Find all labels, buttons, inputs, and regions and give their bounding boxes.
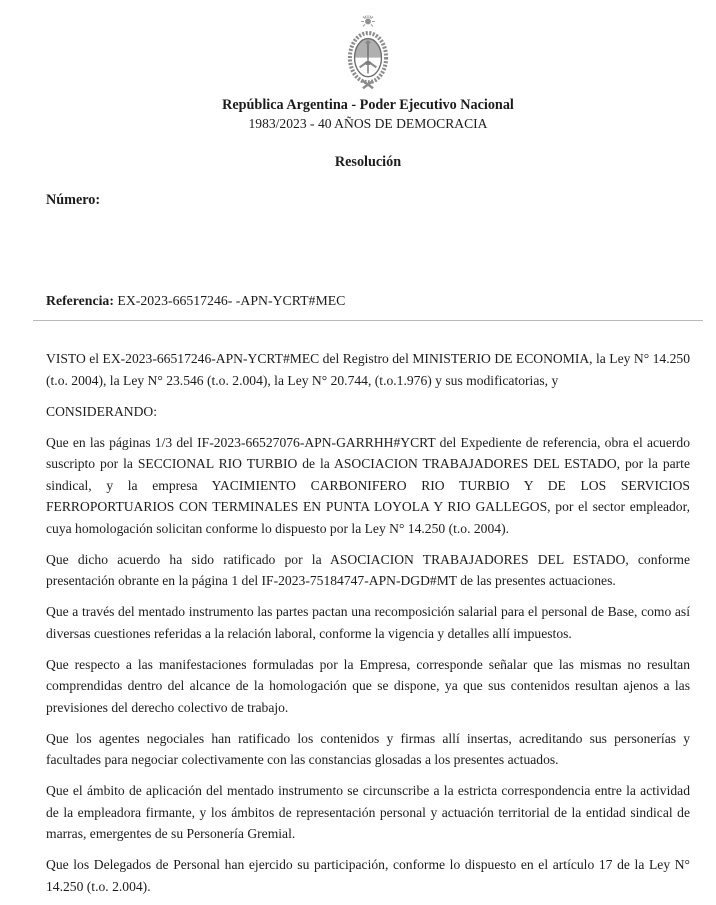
considerando-paragraph-5: Que los agentes negociales han ratificado los contenidos y firmas allí insertas, acreditando sus personerías y facultades para negociar colectivamente con las constancias glosadas a los presentes actuados. (46, 730, 690, 767)
document-type-title: Resolución (334, 154, 402, 170)
anniversary-subtitle: 1983/2023 - 40 AÑOS DE DEMOCRACIA (248, 116, 488, 131)
argentina-coat-of-arms-icon (46, 14, 690, 92)
considerando-paragraph-1: Que en las páginas 1/3 del IF-2023-66527076-APN-GARRHH#YCRT del Expediente de referencia, obra el acuerdo suscripto por la SECCIONAL RIO TURBIO de la ASOCIACION TRABAJADORES DEL ESTADO, por la parte sindical, y la empresa YACIMIENTO CARBONIFERO RIO TURBIO Y DE LOS SERVICIOS FERROPORTUARIOS CON TERMINALES EN PUNTA LOYOLA Y RIO GALLEGOS, por el sector empleador, cuya homologación solicitan conforme lo dispuesto por la Ley N° 14.250 (t.o. 2004). (46, 434, 690, 536)
numero-row (46, 192, 690, 209)
document-header (46, 14, 690, 171)
numero-label: Número: (46, 192, 101, 208)
considerando-heading: CONSIDERANDO: (46, 403, 158, 419)
header-body-divider (33, 320, 703, 321)
referencia-label: Referencia: (46, 293, 114, 308)
referencia-row (46, 292, 690, 309)
considerando-paragraph-2: Que dicho acuerdo ha sido ratificado por la ASOCIACION TRABAJADORES DEL ESTADO, conforme presentación obrante en la página 1 del IF-2023-75184747-APN-DGD#MT de las presentes actuaciones. (46, 551, 690, 588)
visto-paragraph: VISTO el EX-2023-66517246-APN-YCRT#MEC del Registro del MINISTERIO DE ECONOMIA, la Ley N° 14.250 (t.o. 2004), la Ley N° 23.546 (t.o. 2.004), la Ley N° 20.744, (t.o.1.976) y sus modificatorias, y (46, 351, 690, 388)
republic-title: República Argentina - Poder Ejecutivo Nacional (222, 97, 514, 113)
considerando-paragraph-6: Que el ámbito de aplicación del mentado instrumento se circunscribe a la estricta correspondencia entre la actividad de la empleadora firmante, y los ámbitos de representación personal y actuación territorial de la entidad sindical de marras, emergentes de su Personería Gremial. (46, 783, 690, 841)
referencia-value: EX-2023-66517246- -APN-YCRT#MEC (117, 293, 346, 308)
considerando-paragraph-4: Que respecto a las manifestaciones formuladas por la Empresa, corresponde señalar que las mismas no resultan comprendidas dentro del alcance de la homologación que se dispone, ya que sus contenidos resultan ajenos a las previsiones del derecho colectivo de trabajo. (46, 656, 690, 715)
document-body (46, 348, 690, 897)
considerando-paragraph-3: Que a través del mentado instrumento las partes pactan una recomposición salarial para el personal de Base, como así diversas cuestiones referidas a la relación laboral, conforme la vigencia y detalles allí impuestos. (46, 604, 690, 641)
considerando-paragraph-7: Que los Delegados de Personal han ejercido su participación, conforme lo dispuesto en el artículo 17 de la Ley N° 14.250 (t.o. 2.004). (46, 857, 690, 894)
